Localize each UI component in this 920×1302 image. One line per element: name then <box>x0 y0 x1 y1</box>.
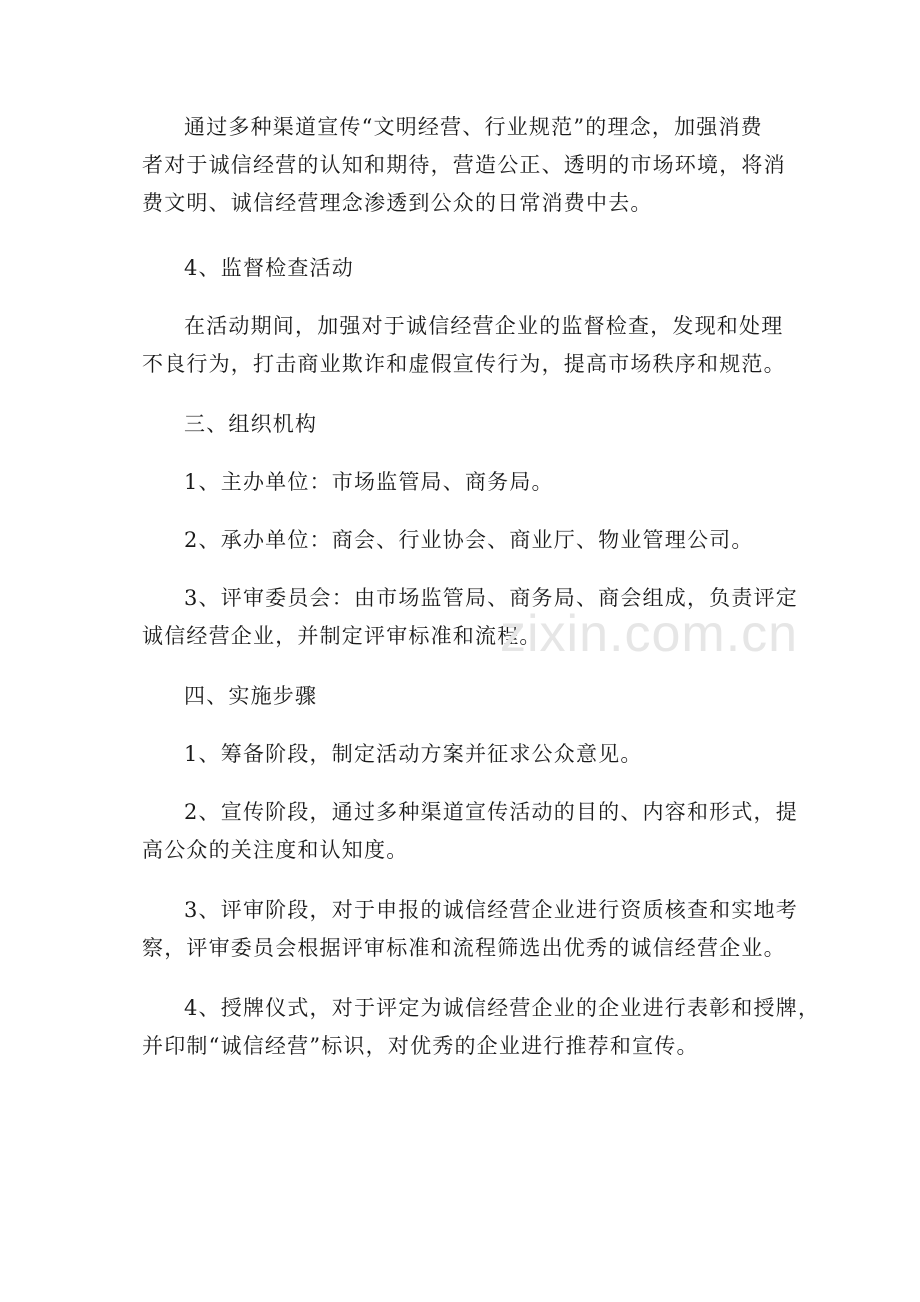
text-line: 并印制“诚信经营”标识，对优秀的企业进行推荐和宣传。 <box>142 1034 699 1058</box>
heading-supervision <box>142 249 782 287</box>
text-line: 高公众的关注度和认知度。 <box>142 838 409 862</box>
text-line: 诚信经营企业，并制定评审标准和流程。 <box>142 624 542 648</box>
text-line: 1、筹备阶段，制定活动方案并征求公众意见。 <box>184 742 643 766</box>
step-preparation <box>142 735 782 773</box>
text-line: 者对于诚信经营的认知和期待，营造公正、透明的市场环境，将消 <box>142 153 786 177</box>
step-review <box>142 891 798 967</box>
heading-steps <box>142 677 782 715</box>
paragraph-promotion <box>142 108 786 222</box>
item-organizer <box>142 521 782 559</box>
text-line: 四、实施步骤 <box>184 684 318 708</box>
text-line: 不良行为，打击商业欺诈和虚假宣传行为，提高市场秩序和规范。 <box>142 352 786 376</box>
text-line: 三、组织机构 <box>184 412 318 436</box>
watermark: zixin.com.cn <box>500 605 799 663</box>
step-award <box>142 989 821 1065</box>
text-line: 费文明、诚信经营理念渗透到公众的日常消费中去。 <box>142 191 653 215</box>
paragraph-supervision <box>142 307 786 383</box>
step-publicity <box>142 793 798 869</box>
text-line: 1、主办单位：市场监管局、商务局。 <box>184 470 554 494</box>
text-line: 3、评审委员会：由市场监管局、商务局、商会组成，负责评定 <box>184 586 798 610</box>
text-line: 4、监督检查活动 <box>184 256 354 280</box>
text-line: 2、承办单位：商会、行业协会、商业厅、物业管理公司。 <box>184 528 754 552</box>
text-line: 察，评审委员会根据评审标准和流程筛选出优秀的诚信经营企业。 <box>142 936 786 960</box>
text-line: 2、宣传阶段，通过多种渠道宣传活动的目的、内容和形式，提 <box>184 800 798 824</box>
item-host <box>142 463 782 501</box>
text-line: 3、评审阶段，对于申报的诚信经营企业进行资质核查和实地考 <box>184 898 798 922</box>
text-line: 通过多种渠道宣传“文明经营、行业规范”的理念，加强消费 <box>184 115 763 139</box>
text-line: 4、授牌仪式，对于评定为诚信经营企业的企业进行表彰和授牌， <box>184 996 821 1020</box>
heading-organization <box>142 405 782 443</box>
text-line: 在活动期间，加强对于诚信经营企业的监督检查，发现和处理 <box>184 314 784 338</box>
